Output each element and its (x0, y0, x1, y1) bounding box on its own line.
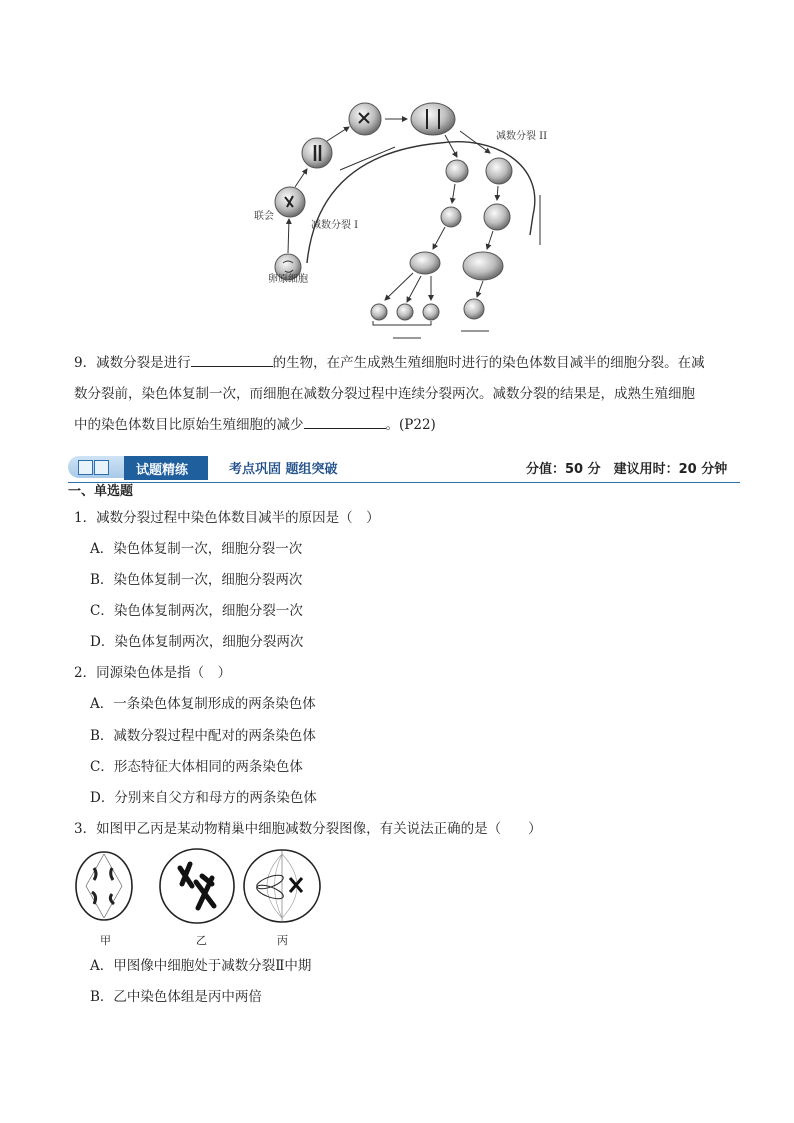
book-icon (78, 460, 108, 474)
section-header (68, 453, 740, 483)
q9-line3 (74, 415, 436, 435)
q9-line2: 数分裂前，染色体复制一次，而细胞在减数分裂过程中连续分裂两次。减数分裂的结果是，成熟生殖细胞 (74, 386, 695, 402)
q3-label-yi: 乙 (196, 934, 207, 947)
q9-line1 (74, 353, 705, 373)
q9-blank1 (191, 366, 273, 367)
q3-option-b[interactable]: B．乙中染色体组是丙中两倍 (90, 989, 262, 1005)
q2-option-a[interactable]: A．一条染色体复制形成的两条染色体 (90, 696, 316, 712)
q9-part1: 9．减数分裂是进行 (74, 355, 191, 371)
label-oocyte: 卵原细胞 (268, 274, 308, 285)
q9-blank2 (304, 428, 386, 429)
label-lianhui: 联会 (254, 211, 274, 222)
q3-label-jia: 甲 (100, 934, 111, 947)
section-title: 一、单选题 (68, 484, 134, 499)
q3-option-a[interactable]: A．甲图像中细胞处于减数分裂Ⅱ中期 (90, 958, 312, 974)
q3-figure (72, 848, 332, 928)
q3-label-bing: 丙 (277, 934, 288, 947)
q2-stem: 2．同源染色体是指（ ） (74, 665, 232, 681)
label-meiosis2: 减数分裂 II (496, 131, 548, 142)
q1-option-b[interactable]: B．染色体复制一次，细胞分裂两次 (90, 572, 303, 588)
badge-underline (124, 478, 208, 480)
q1-option-d[interactable]: D．染色体复制两次，细胞分裂两次 (90, 634, 304, 650)
badge-text: 试题精练 (136, 463, 189, 478)
q1-option-a[interactable]: A．染色体复制一次，细胞分裂一次 (90, 541, 303, 557)
q2-option-b[interactable]: B．减数分裂过程中配对的两条染色体 (90, 728, 316, 744)
q2-option-c[interactable]: C．形态特征大体相同的两条染色体 (90, 759, 303, 775)
q2-option-d[interactable]: D．分别来自父方和母方的两条染色体 (90, 790, 317, 806)
q9-part3a: 中的染色体数目比原始生殖细胞的减少 (74, 417, 304, 433)
header-subtitle: 考点巩固 题组突破 (229, 462, 338, 477)
q9-part3b: 。(P22) (385, 417, 436, 433)
q1-option-c[interactable]: C．染色体复制两次，细胞分裂一次 (90, 603, 303, 619)
header-score: 分值：50 分 建议用时：20 分钟 (526, 462, 728, 477)
label-meiosis1: 减数分裂 I (311, 220, 359, 231)
q9-part2: 的生物，在产生成熟生殖细胞时进行的染色体数目减半的细胞分裂。在减 (272, 355, 705, 371)
header-rule (68, 482, 740, 483)
header-badge (68, 456, 208, 478)
q1-stem: 1．减数分裂过程中染色体数目减半的原因是（ ） (74, 510, 380, 526)
q3-stem: 3．如图甲乙丙是某动物精巢中细胞减数分裂图像，有关说法正确的是（ ） (74, 821, 542, 837)
